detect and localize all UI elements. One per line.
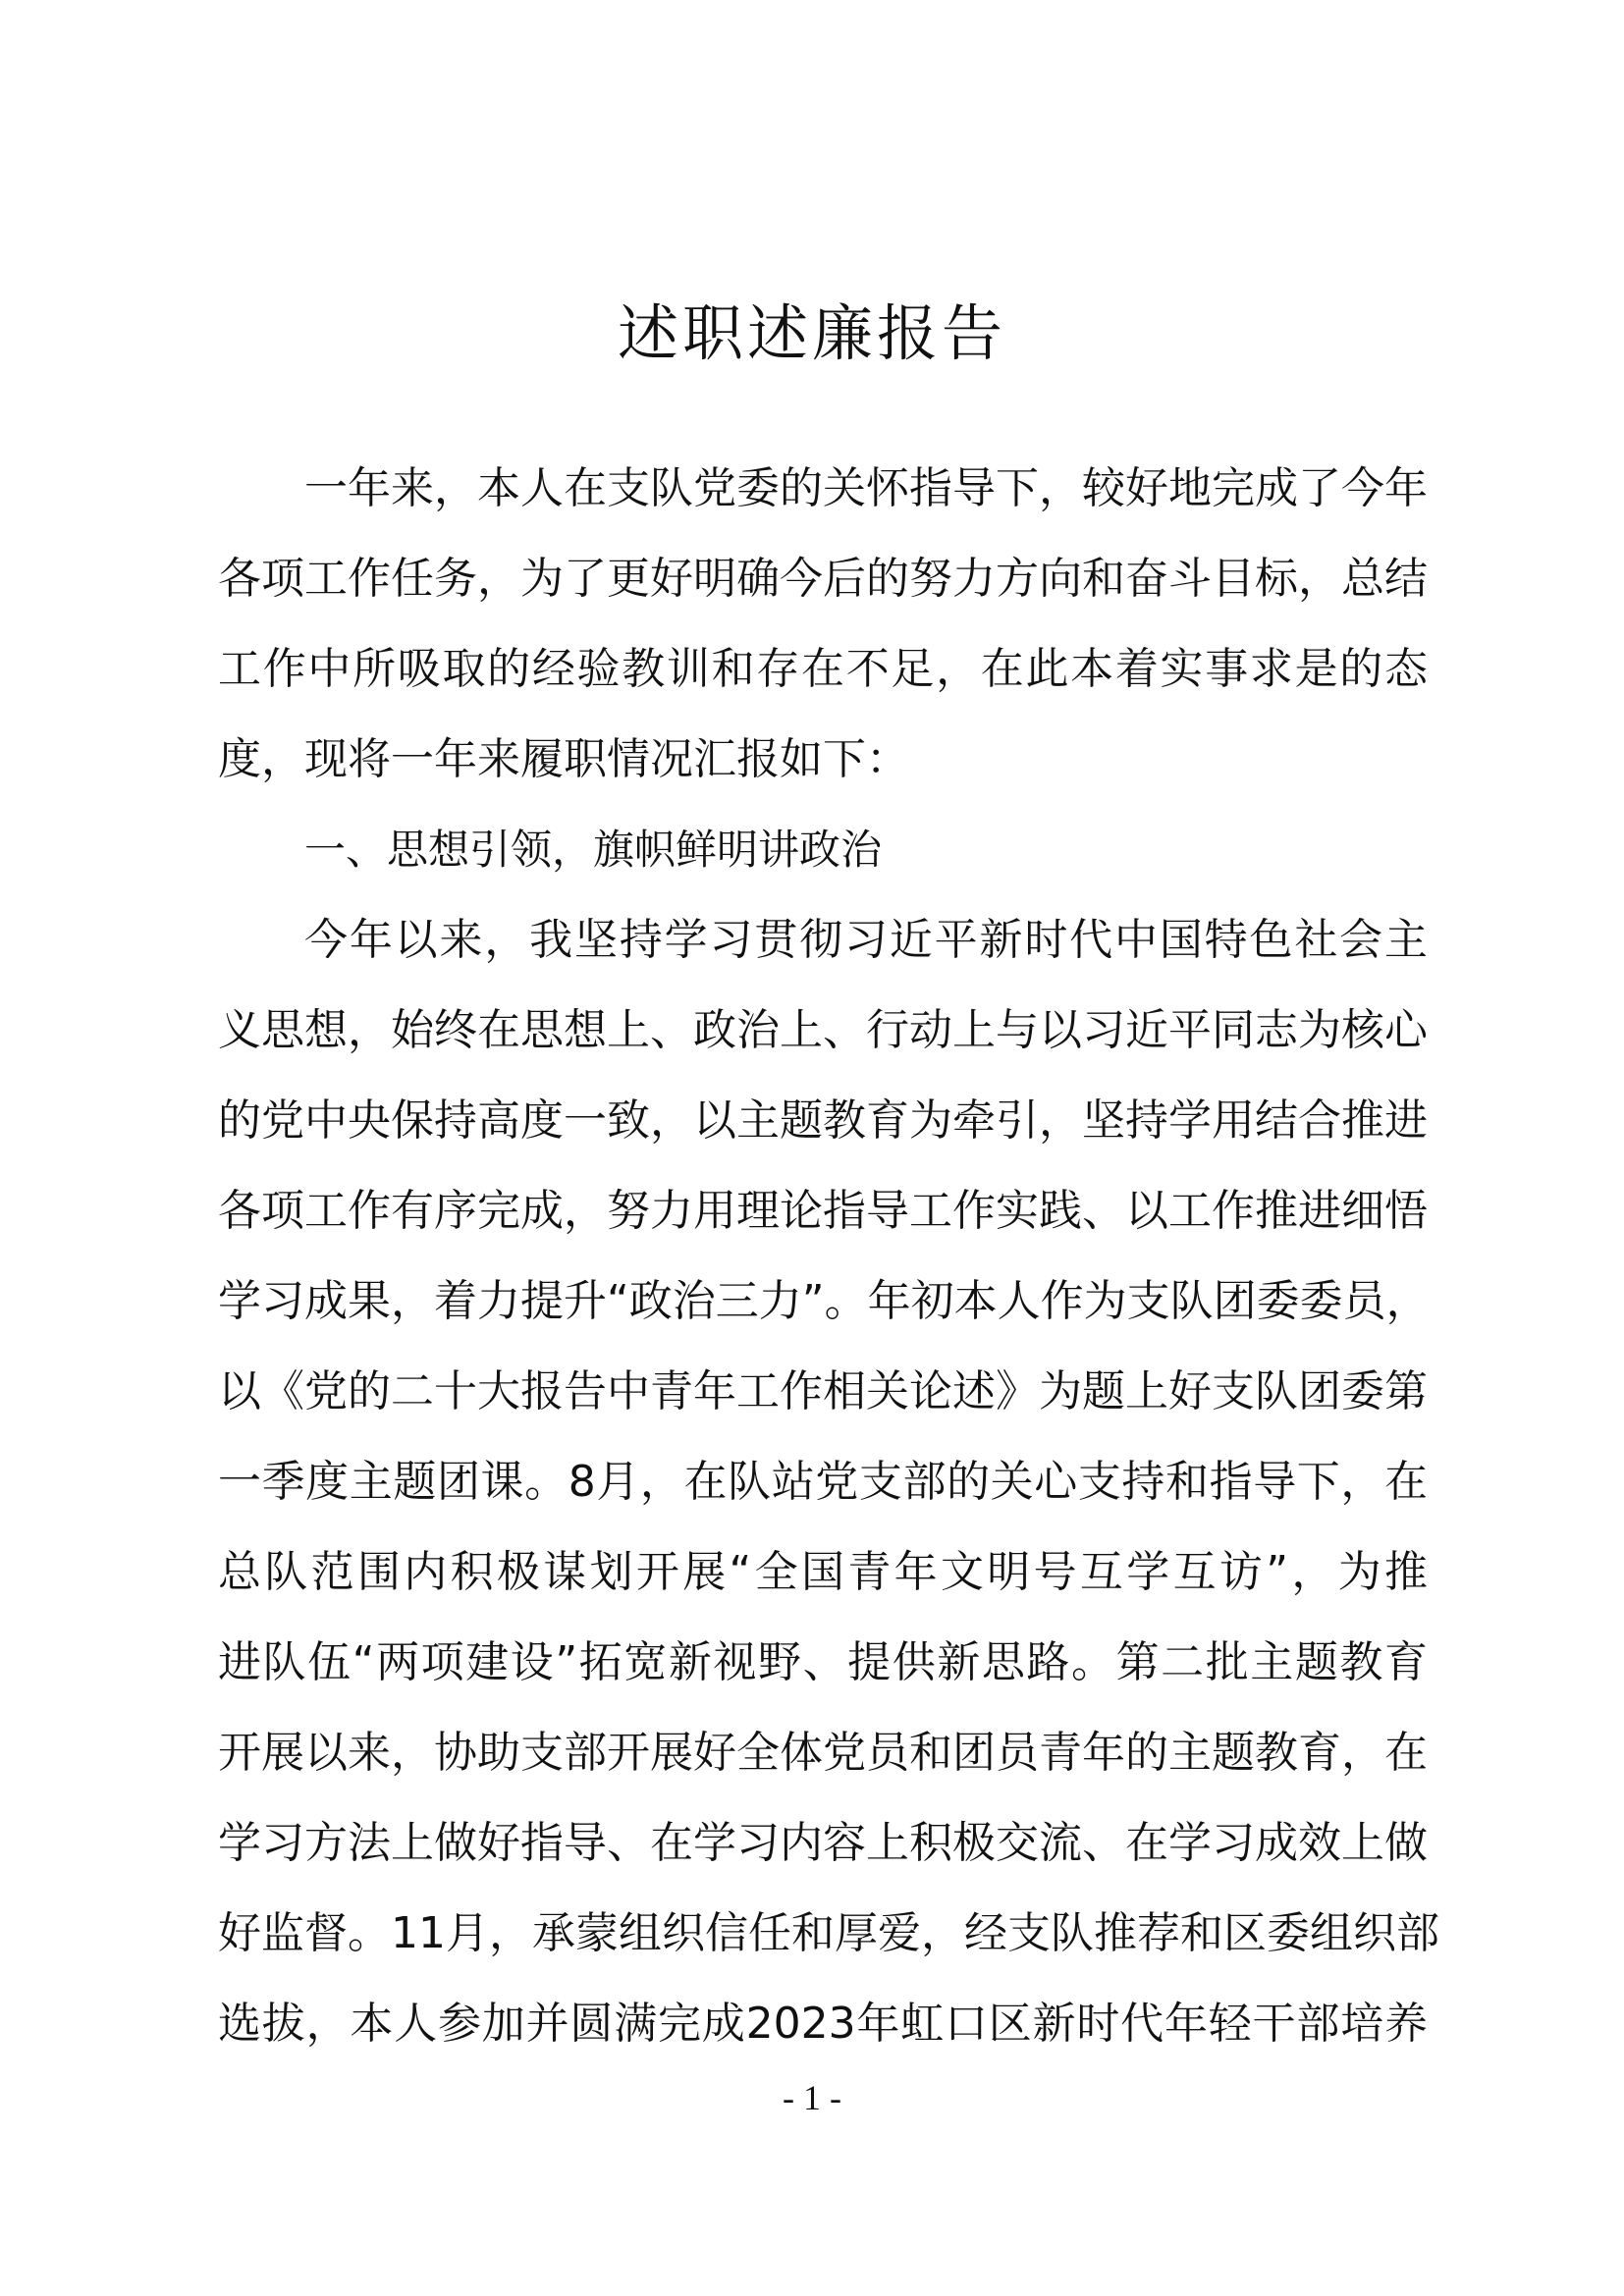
paragraph-line: 学习方法上做好指导、在学习内容上积极交流、在学习成效上做	[218, 1818, 1428, 1868]
paragraph-line: 各项工作有序完成，努力用理论指导工作实践、以工作推进细悟	[218, 1186, 1428, 1236]
paragraph-line: 今年以来，我坚持学习贯彻习近平新时代中国特色社会主	[304, 915, 1428, 965]
paragraph-line: 工作中所吸取的经验教训和存在不足，在此本着实事求是的态	[218, 644, 1428, 694]
paragraph-line: 总队范围内积极谋划开展“全国青年文明号互学互访”，为推	[218, 1547, 1428, 1597]
paragraph-line: 好监督。11月，承蒙组织信任和厚爱，经支队推荐和区委组织部	[218, 1908, 1439, 1958]
paragraph-line: 进队伍“两项建设”拓宽新视野、提供新思路。第二批主题教育	[218, 1637, 1428, 1687]
section-heading: 一、思想引领，旗帜鲜明讲政治	[304, 826, 883, 874]
paragraph-line: 的党中央保持高度一致，以主题教育为牵引，坚持学用结合推进	[218, 1095, 1428, 1146]
paragraph-line: 开展以来，协助支部开展好全体党员和团员青年的主题教育，在	[218, 1728, 1428, 1778]
paragraph-line: 度，现将一年来履职情况汇报如下：	[218, 734, 909, 784]
paragraph-line: 各项工作任务，为了更好明确今后的努力方向和奋斗目标，总结	[218, 554, 1428, 604]
paragraph-line: 一年来，本人在支队党委的关怀指导下，较好地完成了今年	[304, 463, 1428, 513]
paragraph-line: 选拔，本人参加并圆满完成2023年虹口区新时代年轻干部培养	[218, 1999, 1428, 2049]
document-body	[218, 444, 1439, 2069]
paragraph-line: 义思想，始终在思想上、政治上、行动上与以习近平同志为核心	[218, 1005, 1428, 1055]
paragraph-line: 以《党的二十大报告中青年工作相关论述》为题上好支队团委第	[218, 1366, 1428, 1416]
page-title: 述职述廉报告	[617, 297, 1006, 369]
page-number: - 1 -	[783, 2078, 841, 2117]
paragraph-line: 一季度主题团课。8月，在队站党支部的关心支持和指导下，在	[218, 1457, 1428, 1507]
paragraph-line: 学习成果，着力提升“政治三力”。年初本人作为支队团委委员，	[218, 1276, 1430, 1326]
